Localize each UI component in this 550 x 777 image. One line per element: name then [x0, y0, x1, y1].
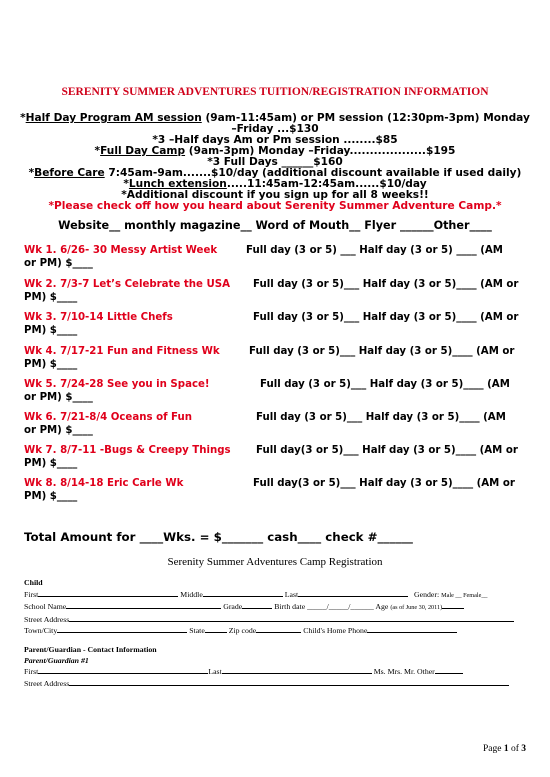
- three-half-days-price: *3 –Half days Am or Pm session ........$85: [152, 134, 398, 146]
- parent1-heading: Parent/Guardian #1: [24, 655, 89, 665]
- half-day-line: *Half Day Program AM session (9am-11:45am) or PM session (12:30pm-3pm) Monday: [20, 112, 530, 124]
- week-label: Wk 5. 7/24-28 See you in Space!: [24, 379, 210, 390]
- birth-date-field[interactable]: _____/_____/______: [307, 602, 374, 612]
- week-label: Wk 2. 7/3-7 Let’s Celebrate the USA: [24, 279, 230, 290]
- parent-title-other-field[interactable]: [435, 666, 463, 674]
- half-day-price: –Friday ...$130: [231, 123, 319, 135]
- week-3-row[interactable]: [24, 312, 524, 337]
- week-5-row[interactable]: [24, 379, 524, 404]
- week-amount: PM) $____: [24, 457, 78, 469]
- state-field[interactable]: [205, 625, 227, 633]
- parent-title-options[interactable]: Ms. Mrs. Mr. Other: [373, 667, 435, 677]
- child-name-row[interactable]: First Middle Last Gender: Male __ Female__: [24, 589, 488, 599]
- total-amount-line[interactable]: Total Amount for ____Wks. = $_______ cash____ check #______: [24, 530, 413, 544]
- parent-section: [24, 645, 524, 689]
- last-name-field[interactable]: [298, 589, 408, 597]
- week-amount: or PM) $____: [24, 391, 93, 403]
- town-row[interactable]: Town/City State Zip code Child's Home Phone: [24, 625, 524, 637]
- three-full-days-price: *3 Full Days ______$160: [207, 156, 343, 168]
- week-amount: or PM) $____: [24, 424, 93, 436]
- page-number: Page 1 of 3: [482, 744, 526, 754]
- week-7-row[interactable]: [24, 445, 524, 470]
- parent-name-row[interactable]: First Last Ms. Mrs. Mr. Other: [24, 666, 524, 678]
- week-amount: or PM) $____: [24, 257, 93, 269]
- week-label: Wk 8. 8/14-18 Eric Carle Wk: [24, 478, 184, 489]
- week-label: Wk 1. 6/26- 30 Messy Artist Week: [24, 245, 218, 256]
- week-amount: PM) $____: [24, 358, 78, 370]
- school-name-field[interactable]: [66, 601, 221, 609]
- week-amount: PM) $____: [24, 490, 78, 502]
- gender-options[interactable]: Male __ Female__: [441, 591, 488, 599]
- middle-name-field[interactable]: [203, 589, 283, 597]
- week-label: Wk 4. 7/17-21 Fun and Fitness Wk: [24, 346, 220, 357]
- parent-first-name-field[interactable]: [38, 666, 208, 674]
- week-2-row[interactable]: [24, 279, 524, 304]
- child-heading: Child: [24, 578, 43, 587]
- week-options: Full day (3 or 5)___ Half day (3 or 5)____ (AM: [260, 379, 510, 390]
- week-8-row[interactable]: [24, 478, 524, 503]
- heard-about-options[interactable]: Website__ monthly magazine__ Word of Mouth__ Flyer ______Other____: [58, 219, 492, 232]
- week-amount: PM) $____: [24, 324, 78, 336]
- child-phone-field[interactable]: [367, 625, 457, 633]
- full-day-line: *Full Day Camp (9am-3pm) Monday –Friday...................$195: [94, 145, 456, 157]
- school-row[interactable]: School Name Grade Birth date _____/_____/______ Age (as of June 30, 2011): [24, 601, 524, 614]
- street-address-field[interactable]: [69, 614, 514, 622]
- week-label: Wk 6. 7/21-8/4 Oceans of Fun: [24, 412, 193, 423]
- week-options: Full day (3 or 5)___ Half day (3 or 5)____ (AM or: [249, 346, 515, 357]
- week-options: Full day (3 or 5) ___ Half day (3 or 5) ____ (AM: [246, 245, 503, 256]
- parent-heading: Parent/Guardian - Contact Information: [24, 645, 157, 654]
- street-row[interactable]: Street Address: [24, 614, 524, 626]
- week-options: Full day(3 or 5)___ Half day (3 or 5)____ (AM or: [256, 445, 518, 456]
- age-field[interactable]: [442, 601, 464, 609]
- town-city-field[interactable]: [57, 625, 187, 633]
- lunch-extension-line: *Lunch extension.....11:45am-12:45am......$10/day: [123, 178, 427, 190]
- week-6-row[interactable]: [24, 412, 524, 437]
- week-options: Full day (3 or 5)___ Half day (3 or 5)____ (AM or: [253, 279, 519, 290]
- zip-field[interactable]: [256, 625, 301, 633]
- week-options: Full day(3 or 5)___ Half day (3 or 5)____ (AM or: [253, 478, 515, 489]
- document-title: SERENITY SUMMER ADVENTURES TUITION/REGISTRATION INFORMATION: [61, 86, 489, 98]
- first-name-field[interactable]: [38, 589, 178, 597]
- heard-about-instruction: *Please check off how you heard about Serenity Summer Adventure Camp.*: [48, 200, 502, 212]
- week-options: Full day (3 or 5)___ Half day (3 or 5)____ (AM: [256, 412, 506, 423]
- week-1-row[interactable]: [24, 245, 524, 270]
- parent-last-name-field[interactable]: [222, 666, 372, 674]
- registration-title: Serenity Summer Adventures Camp Registration: [167, 556, 383, 568]
- week-label: Wk 7. 8/7-11 -Bugs & Creepy Things: [24, 445, 231, 456]
- parent-street-address-field[interactable]: [69, 678, 509, 686]
- week-4-row[interactable]: [24, 346, 524, 371]
- child-section: [24, 578, 524, 637]
- grade-field[interactable]: [242, 601, 272, 609]
- week-label: Wk 3. 7/10-14 Little Chefs: [24, 312, 173, 323]
- before-care-line: *Before Care 7:45am-9am.......$10/day (additional discount available if used daily): [28, 167, 522, 179]
- discount-line: *Additional discount if you sign up for all 8 weeks!!: [121, 189, 429, 201]
- parent-street-row[interactable]: Street Address: [24, 678, 524, 690]
- week-amount: PM) $____: [24, 291, 78, 303]
- week-options: Full day (3 or 5)___ Half day (3 or 5)____ (AM or: [253, 312, 519, 323]
